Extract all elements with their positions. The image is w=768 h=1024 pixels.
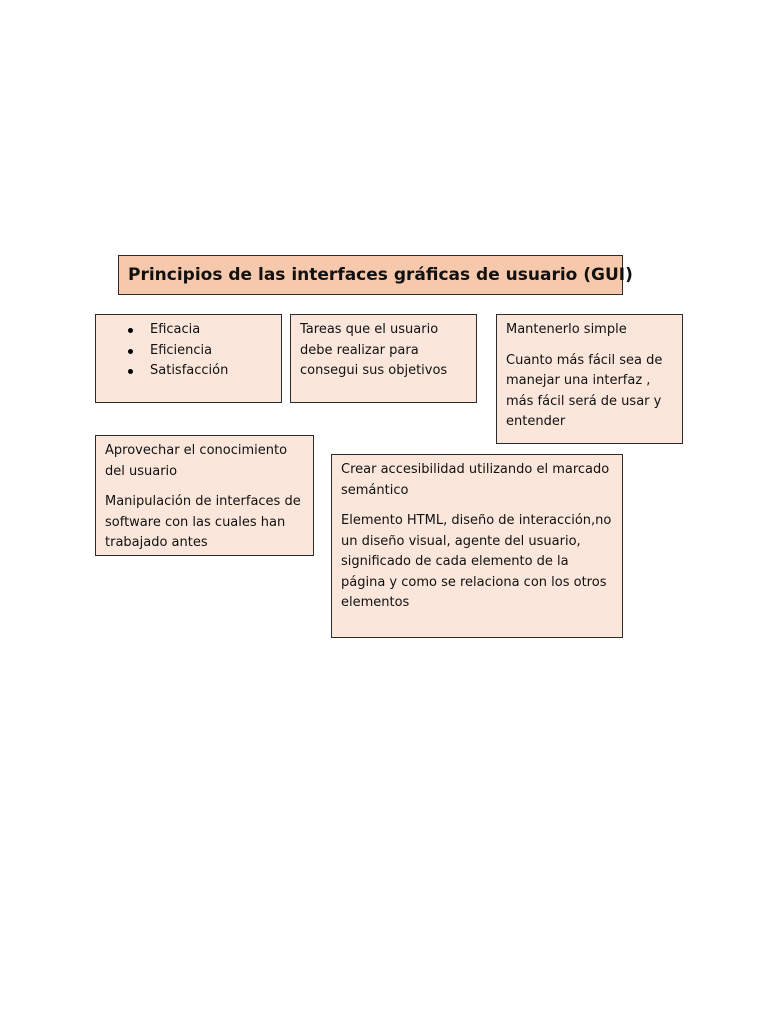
simple-text: Cuanto más fácil sea de manejar una interfaz , más fácil será de usar y entender [506, 352, 663, 429]
simple-heading: Mantenerlo simple [506, 322, 627, 337]
simple-box [496, 314, 683, 444]
bullet-item-satisfaccion: Satisfacción [105, 361, 272, 382]
tareas-box [290, 314, 477, 403]
conocimiento-heading: Aprovechar el conocimiento del usuario [105, 443, 288, 479]
tareas-text: Tareas que el usuario debe realizar para consegui sus objetivos [300, 322, 448, 378]
bullet-item-eficiencia: Eficiencia [105, 341, 272, 362]
accesibilidad-text: Elemento HTML, diseño de interacción,no un diseño visual, agente del usuario, significado de cada elemento de la página y como se relaciona con los otros elementos [341, 513, 612, 610]
accesibilidad-box [331, 454, 623, 638]
page-title: Principios de las interfaces gráficas de usuario (GUI) [128, 265, 633, 285]
bullet-list [105, 320, 272, 382]
bullet-item-eficacia: Eficacia [105, 320, 272, 341]
principles-list-box [95, 314, 282, 403]
accesibilidad-heading: Crear accesibilidad utilizando el marcado semántico [341, 462, 610, 498]
title-box [118, 255, 633, 295]
conocimiento-text: Manipulación de interfaces de software con las cuales han trabajado antes [105, 494, 301, 550]
conocimiento-box [95, 435, 314, 556]
